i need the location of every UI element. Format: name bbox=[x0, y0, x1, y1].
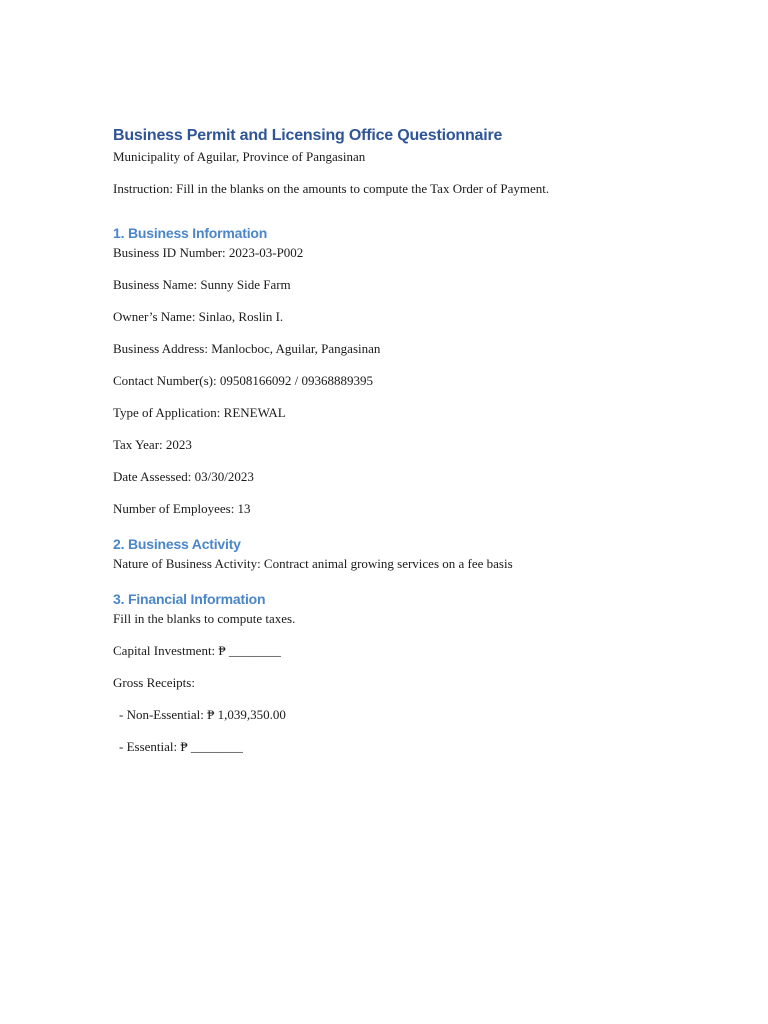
financial-intro-line: Fill in the blanks to compute taxes. bbox=[113, 611, 296, 626]
date-assessed-line: Date Assessed: 03/30/2023 bbox=[113, 469, 254, 484]
section-heading-business-activity: 2. Business Activity bbox=[113, 536, 241, 552]
owner-name-line: Owner’s Name: Sinlao, Roslin I. bbox=[113, 309, 284, 324]
business-name-line: Business Name: Sunny Side Farm bbox=[113, 277, 291, 292]
essential-line: - Essential: ₱ ________ bbox=[119, 739, 243, 754]
tax-year-line: Tax Year: 2023 bbox=[113, 437, 192, 452]
business-address-line: Business Address: Manlocboc, Aguilar, Pangasinan bbox=[113, 341, 381, 356]
business-activity-line: Nature of Business Activity: Contract animal growing services on a fee basis bbox=[113, 556, 513, 571]
section-heading-business-information: 1. Business Information bbox=[113, 225, 268, 241]
non-essential-line: - Non-Essential: ₱ 1,039,350.00 bbox=[119, 707, 286, 722]
contact-numbers-line: Contact Number(s): 09508166092 / 09368889395 bbox=[113, 373, 373, 388]
document-subtitle: Municipality of Aguilar, Province of Pangasinan bbox=[113, 149, 366, 164]
gross-receipts-line: Gross Receipts: bbox=[113, 675, 195, 690]
business-id-line: Business ID Number: 2023-03-P002 bbox=[113, 245, 304, 260]
document-page bbox=[113, 125, 713, 755]
application-type-line: Type of Application: RENEWAL bbox=[113, 405, 286, 420]
instruction-text: Instruction: Fill in the blanks on the amounts to compute the Tax Order of Payment. bbox=[113, 181, 550, 196]
capital-investment-line: Capital Investment: ₱ ________ bbox=[113, 643, 281, 658]
document-title: Business Permit and Licensing Office Questionnaire bbox=[113, 127, 503, 144]
employees-line: Number of Employees: 13 bbox=[113, 501, 251, 516]
section-heading-financial-information: 3. Financial Information bbox=[113, 591, 266, 607]
